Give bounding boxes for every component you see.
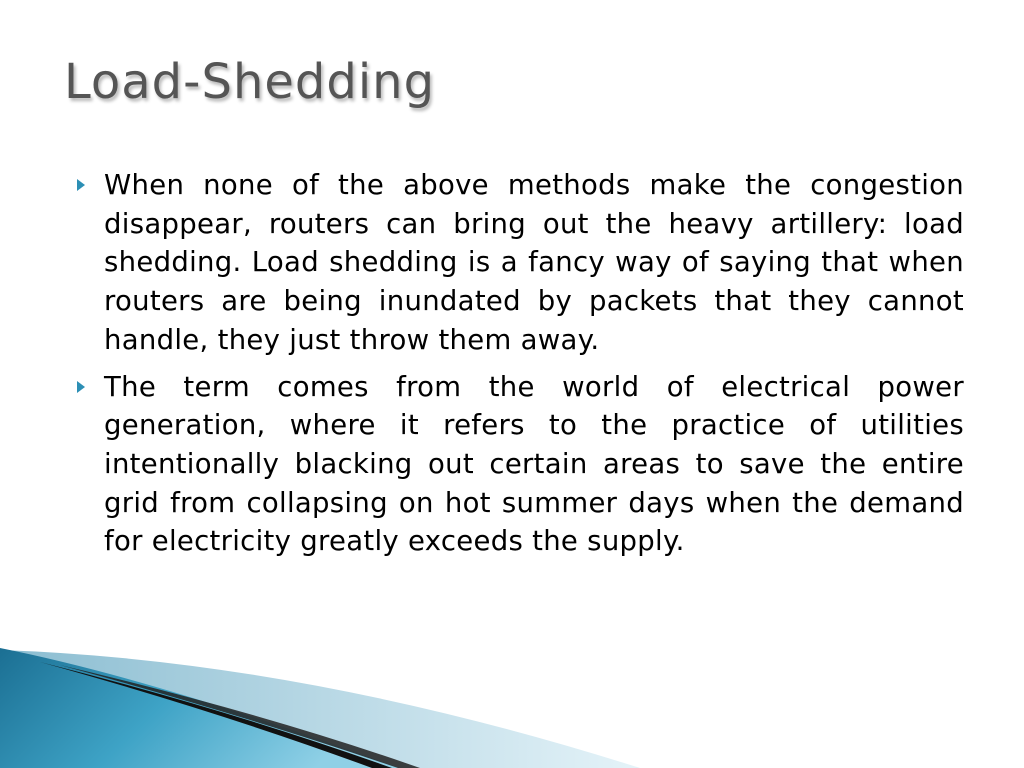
swoosh-light-band — [0, 650, 640, 768]
triangle-bullet-icon — [77, 381, 85, 393]
triangle-bullet-icon — [77, 179, 85, 191]
bullet-item — [74, 368, 964, 562]
slide-title: Load-Shedding — [64, 54, 436, 110]
swoosh-black-stripe-edge — [60, 665, 420, 768]
bullet-text: The term comes from the world of electrical power generation, where it refers to the practice of utilities intentionally blacking out certain areas to save the entire grid from collapsing on hot summer days when the demand for electricity greatly exceeds the supply. — [104, 370, 964, 558]
bullet-list — [74, 166, 964, 569]
swoosh-teal-wedge — [0, 648, 400, 768]
bullet-item — [74, 166, 964, 360]
swoosh-black-stripe — [40, 662, 392, 768]
bullet-text: When none of the above methods make the congestion disappear, routers can bring out the heavy artillery: load shedding. Load shedding is a fancy way of saying that when routers are being inundated by packets that they cannot handle, they just throw them away. — [104, 169, 964, 356]
